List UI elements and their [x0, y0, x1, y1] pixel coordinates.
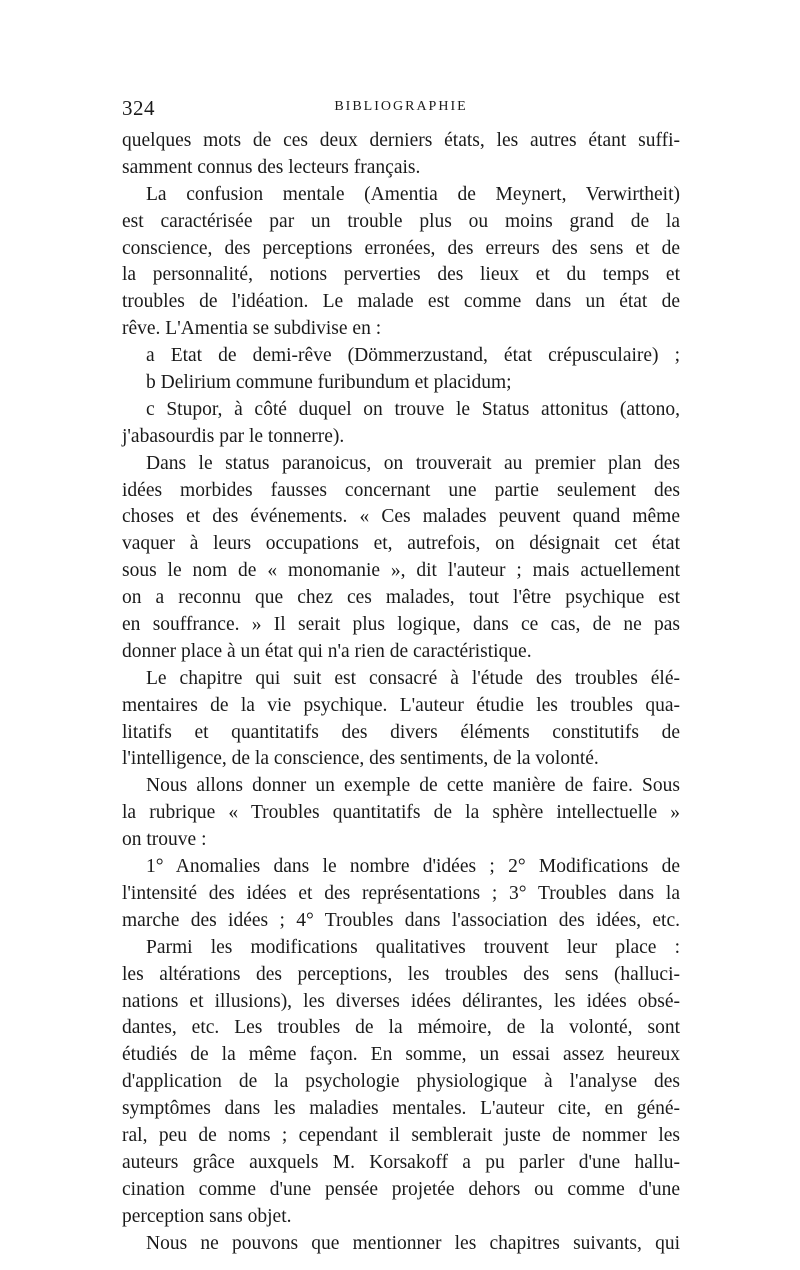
text-line: sous le nom de « monomanie », dit l'auteur ; mais actuellement	[122, 560, 680, 582]
text-line: ral, peu de noms ; cependant il semblerait juste de nommer les	[122, 1124, 680, 1146]
text-line: a Etat de demi-rêve (Dömmerzustand, état crépusculaire) ;	[146, 345, 680, 367]
text-line: auteurs grâce auxquels M. Korsakoff a pu parler d'une hallu-	[122, 1151, 680, 1173]
text-line: en souffrance. » Il serait plus logique, dans ce cas, de ne pas	[122, 614, 680, 636]
text-line: les altérations des perceptions, les troubles des sens (halluci-	[122, 963, 680, 985]
text-line: mentaires de la vie psychique. L'auteur étudie les troubles qua-	[122, 694, 680, 716]
text-line: 1° Anomalies dans le nombre d'idées ; 2° Modifications de	[146, 856, 680, 878]
text-line: Nous allons donner un exemple de cette manière de faire. Sous	[146, 775, 680, 797]
text-line: cination comme d'une pensée projetée dehors ou comme d'une	[122, 1178, 680, 1200]
running-head: BIBLIOGRAPHIE	[334, 99, 468, 114]
text-line: on trouve :	[122, 829, 207, 851]
text-line: étudiés de la même façon. En somme, un essai assez heureux	[122, 1044, 680, 1066]
text-line: Le chapitre qui suit est consacré à l'étude des troubles élé-	[146, 667, 680, 689]
text-line: choses et des événements. « Ces malades peuvent quand même	[122, 506, 680, 528]
text-line: rêve. L'Amentia se subdivise en :	[122, 318, 382, 340]
text-line: nations et illusions), les diverses idées délirantes, les idées obsé-	[122, 990, 680, 1012]
text-line: Nous ne pouvons que mentionner les chapitres suivants, qui	[146, 1232, 680, 1254]
text-line: la rubrique « Troubles quantitatifs de la sphère intellectuelle »	[122, 802, 680, 824]
page-number: 324	[122, 96, 155, 120]
text-line: Dans le status paranoicus, on trouverait au premier plan des	[146, 452, 680, 474]
text-line: conscience, des perceptions erronées, des erreurs des sens et de	[122, 237, 680, 259]
text-line: la personnalité, notions perverties des lieux et du temps et	[122, 264, 680, 286]
text-line: l'intensité des idées et des représentations ; 3° Troubles dans la	[122, 882, 680, 904]
text-line: symptômes dans les maladies mentales. L'auteur cite, en géné-	[122, 1098, 680, 1120]
text-line: dantes, etc. Les troubles de la mémoire, de la volonté, sont	[122, 1017, 680, 1039]
text-line: j'abasourdis par le tonnerre).	[122, 425, 345, 447]
page-header	[122, 96, 680, 122]
text-line: marche des idées ; 4° Troubles dans l'association des idées, etc.	[122, 909, 680, 931]
text-line: on a reconnu que chez ces malades, tout l'être psychique est	[122, 587, 680, 609]
text-line: troubles de l'idéation. Le malade est comme dans un état de	[122, 291, 680, 313]
text-line: idées morbides fausses concernant une partie seulement des	[122, 479, 680, 501]
text-line: c Stupor, à côté duquel on trouve le Status attonitus (attono,	[146, 398, 680, 420]
text-line: l'intelligence, de la conscience, des sentiments, de la volonté.	[122, 748, 599, 770]
text-line: Parmi les modifications qualitatives trouvent leur place :	[146, 936, 680, 958]
body-text	[122, 128, 680, 1257]
text-line: donner place à un état qui n'a rien de caractéristique.	[122, 640, 532, 662]
text-line: perception sans objet.	[122, 1205, 292, 1227]
text-line: quelques mots de ces deux derniers états, les autres étant suffi-	[122, 130, 680, 151]
text-line: litatifs et quantitatifs des divers éléments constitutifs de	[122, 721, 680, 743]
text-line: vaquer à leurs occupations et, autrefois, on désignait cet état	[122, 533, 680, 555]
text-line: La confusion mentale (Amentia de Meynert, Verwirtheit)	[146, 183, 680, 205]
text-line: samment connus des lecteurs français.	[122, 156, 421, 178]
text-line: d'application de la psychologie physiologique à l'analyse des	[122, 1071, 680, 1093]
text-line: b Delirium commune furibundum et placidum;	[146, 372, 512, 394]
text-line: est caractérisée par un trouble plus ou moins grand de la	[122, 210, 680, 232]
